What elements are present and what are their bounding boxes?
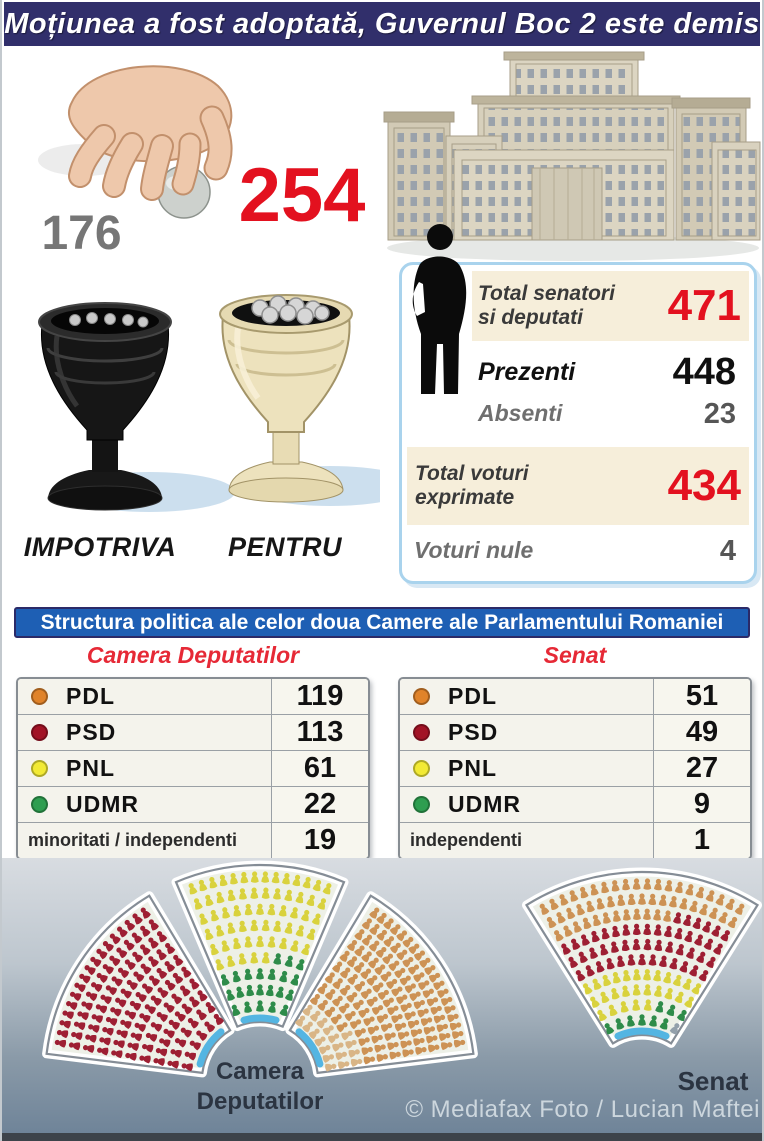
party-color-dot (413, 724, 430, 741)
table-row (400, 679, 750, 714)
table-row (400, 714, 750, 750)
party-name: PNL (448, 755, 497, 781)
for-urn-label: PENTRU (227, 532, 342, 562)
absent-row (478, 395, 744, 433)
present-label: Prezenti (478, 358, 576, 386)
party-name: PSD (448, 719, 499, 745)
party-seats: 61 (271, 751, 368, 786)
man-silhouette-illustration (399, 222, 481, 402)
party-color-dot (413, 760, 430, 777)
senat-table-title: Senat (543, 642, 607, 668)
footer-value: 19 (271, 823, 368, 858)
against-urn-label: IMPOTRIVA (23, 532, 177, 562)
absent-label: Absenti (478, 400, 563, 427)
party-name: UDMR (66, 791, 139, 817)
footer-value: 1 (653, 823, 750, 858)
section-title-bar (14, 607, 750, 638)
senat-fan (527, 872, 758, 1043)
party-seats: 49 (653, 715, 750, 750)
senat-hemicycle-label: Senat (677, 1066, 749, 1096)
camera-party-table (16, 677, 370, 860)
table-row (18, 786, 368, 822)
party-color-dot (31, 724, 48, 741)
party-name: PNL (66, 755, 115, 781)
table-row (18, 714, 368, 750)
present-row (478, 349, 744, 395)
table-footer-row (400, 822, 750, 858)
bottom-edge-bar (2, 1133, 762, 1141)
table-row (18, 750, 368, 786)
null-votes-value: 4 (719, 534, 736, 567)
party-color-dot (31, 760, 48, 777)
null-votes-row (414, 531, 744, 571)
footer-label: minoritati / independenti (28, 830, 238, 850)
party-color-dot (413, 688, 430, 705)
votes-against-count: 176 (41, 207, 122, 260)
table-row (400, 786, 750, 822)
party-color-dot (31, 796, 48, 813)
total-votes-label: Total voturi exprimate (415, 462, 529, 509)
photo-credit: © Mediafax Foto / Lucian Maftei (405, 1096, 760, 1123)
total-senators-value: 471 (667, 281, 741, 330)
total-senators-row (472, 271, 749, 341)
present-value: 448 (672, 350, 736, 393)
total-votes-row (407, 447, 749, 525)
senat-party-table (398, 677, 752, 860)
headline-text: Moțiunea a fost adoptată, Guvernul Boc 2 este demis (4, 7, 760, 40)
null-votes-label: Voturi nule (414, 537, 534, 564)
absent-value: 23 (703, 397, 736, 430)
table-row (400, 750, 750, 786)
party-seats: 9 (653, 787, 750, 822)
party-seats: 51 (653, 679, 750, 714)
party-color-dot (413, 796, 430, 813)
section-title-text: Structura politica ale celor doua Camere ale Parlamentului Romaniei (40, 610, 724, 634)
urn-against (39, 303, 235, 512)
voting-urns-illustration (8, 288, 380, 534)
camera-table-title: Camera Deputatilor (86, 642, 300, 668)
party-name: PDL (448, 683, 497, 709)
party-name: UDMR (448, 791, 521, 817)
party-seats: 113 (271, 715, 368, 750)
headline-bar (4, 2, 760, 46)
votes-for-count: 254 (238, 153, 366, 238)
party-seats: 22 (271, 787, 368, 822)
party-seats: 27 (653, 751, 750, 786)
total-senators-label: Total senatori si deputati (478, 282, 615, 329)
party-color-dot (31, 688, 48, 705)
total-votes-value: 434 (667, 461, 741, 510)
party-name: PSD (66, 719, 117, 745)
camera-hemicycle-label: Camera Deputatilor (196, 1058, 324, 1115)
party-name: PDL (66, 683, 115, 709)
parliament-seat-charts (2, 858, 764, 1136)
table-row (18, 679, 368, 714)
urn-for (220, 295, 380, 506)
party-seats: 119 (271, 679, 368, 714)
table-footer-row (18, 822, 368, 858)
footer-label: independenti (410, 830, 522, 850)
